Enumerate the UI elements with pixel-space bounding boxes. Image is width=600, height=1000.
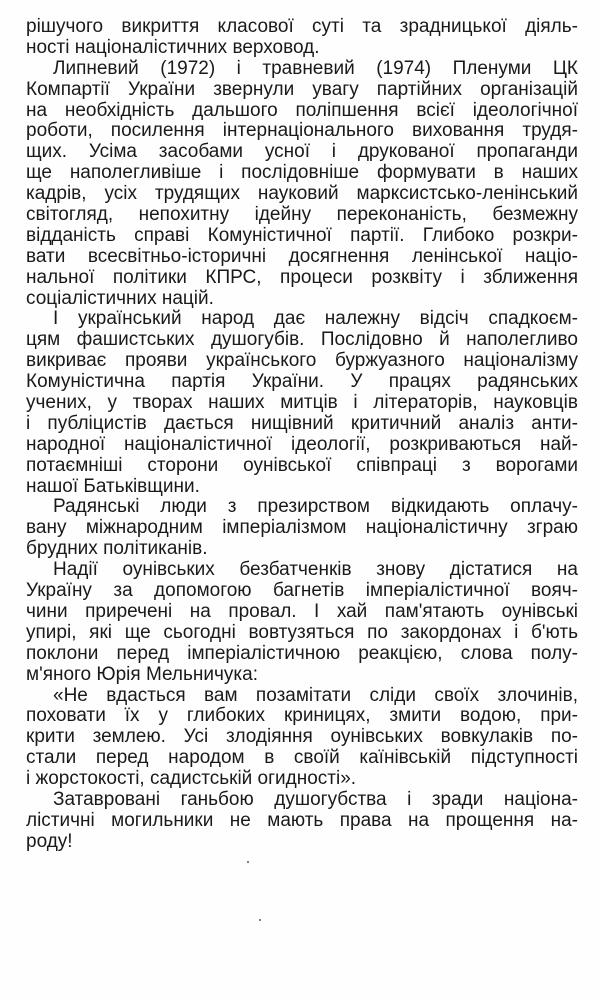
text-line: м'яного Юрія Мельничука: — [26, 663, 258, 685]
text-line: ності націоналістичних верховод. — [26, 36, 320, 58]
text-line: ще наполегливіше і послідовніше формувати в наших — [26, 162, 578, 184]
text-line: крити землею. Усі злодіяння оунівських вовкулаків по- — [26, 726, 578, 748]
paragraph — [26, 497, 578, 560]
text-line: і жорстокості, садистській огидності». — [26, 768, 357, 790]
text-line: на необхідність дальшого поліпшення всієї ідеологічної — [26, 99, 578, 121]
text-line: чини приречені на провал. І хай пам'ятають оунівські — [26, 600, 578, 622]
text-line: вану міжнародним імперіалізмом націоналістичну зграю — [26, 517, 578, 539]
paragraph — [26, 17, 578, 59]
text-line: стали перед народом в своїй каїнівській підступності — [26, 747, 578, 769]
paragraph — [26, 309, 578, 497]
text-line: учених, у творах наших митців і літераторів, науковців — [26, 392, 578, 414]
text-line: потаємніші сторони оунівської співпраці з ворогами — [26, 454, 578, 476]
text-line: лістичні могильники не мають права на прощення на- — [26, 809, 578, 831]
text-line: роботи, посилення інтернаціонального виховання трудя- — [26, 120, 578, 142]
text-line: цям фашистських душогубів. Послідовно й наполегливо — [26, 329, 578, 351]
text-line: Надії оунівських безбатченків знову дістатися на — [53, 559, 578, 581]
text-line: Затавровані ганьбою душогубства і зради націона- — [53, 788, 578, 810]
text-line: нашої Батьківщини. — [26, 475, 200, 497]
scan-speck — [247, 861, 249, 863]
text-line: викриває прояви українського буржуазного націоналізму — [26, 350, 578, 372]
text-line: брудних політиканів. — [26, 538, 208, 560]
paragraph — [26, 790, 578, 853]
text-line: нальної політики КПРС, процеси розквіту і зближення — [26, 266, 578, 288]
text-line: поклони перед імперіалістичною реакцією, слова полу- — [26, 642, 578, 664]
scan-speck — [259, 919, 261, 921]
paragraph — [26, 686, 578, 790]
text-line: «Не вдасться вам позамітати сліди своїх злочинів, — [53, 684, 578, 706]
text-line: Україну за допомогою багнетів імперіалістичної вояч- — [26, 580, 578, 602]
text-line: Компартії України звернули увагу партійних організацій — [26, 78, 578, 100]
text-line: роду! — [26, 830, 73, 852]
text-line: вати всесвітньо-історичні досягнення ленінської націо- — [26, 245, 578, 267]
text-line: рішучого викриття класової суті та зрадницької діяль- — [26, 16, 578, 37]
text-line: відданість справі Комуністичної партії. Глибоко розкри- — [26, 224, 578, 246]
text-line: І український народ дає належну відсіч спадкоєм- — [53, 308, 578, 330]
text-line: народної націоналістичної ідеології, розкриваються най- — [26, 433, 578, 455]
text-line: поховати їх у глибоких криницях, змити водою, при- — [26, 705, 578, 727]
text-line: Липневий (1972) і травневий (1974) Пленуми ЦК — [53, 57, 578, 79]
text-line: соціалістичних націй. — [26, 287, 214, 309]
text-line: кадрів, усіх трудящих науковий марксистсько-ленінський — [26, 183, 578, 205]
text-line: щих. Усіма засобами усної і друкованої пропаганди — [26, 141, 578, 163]
text-line: Радянські люди з презирством відкидають оплачу- — [53, 496, 578, 518]
paragraph — [26, 59, 578, 310]
text-line: упирі, які ще сьогодні вовтузяться по закордонах і б'ють — [26, 621, 578, 643]
paragraph — [26, 560, 578, 685]
text-line: Комуністична партія України. У працях радянських — [26, 371, 578, 393]
book-page-text — [26, 17, 578, 853]
text-line: світогляд, непохитну ідейну переконаність, безмежну — [26, 204, 578, 226]
text-line: і публіцистів дається нищівний критичний аналіз анти- — [26, 412, 578, 434]
